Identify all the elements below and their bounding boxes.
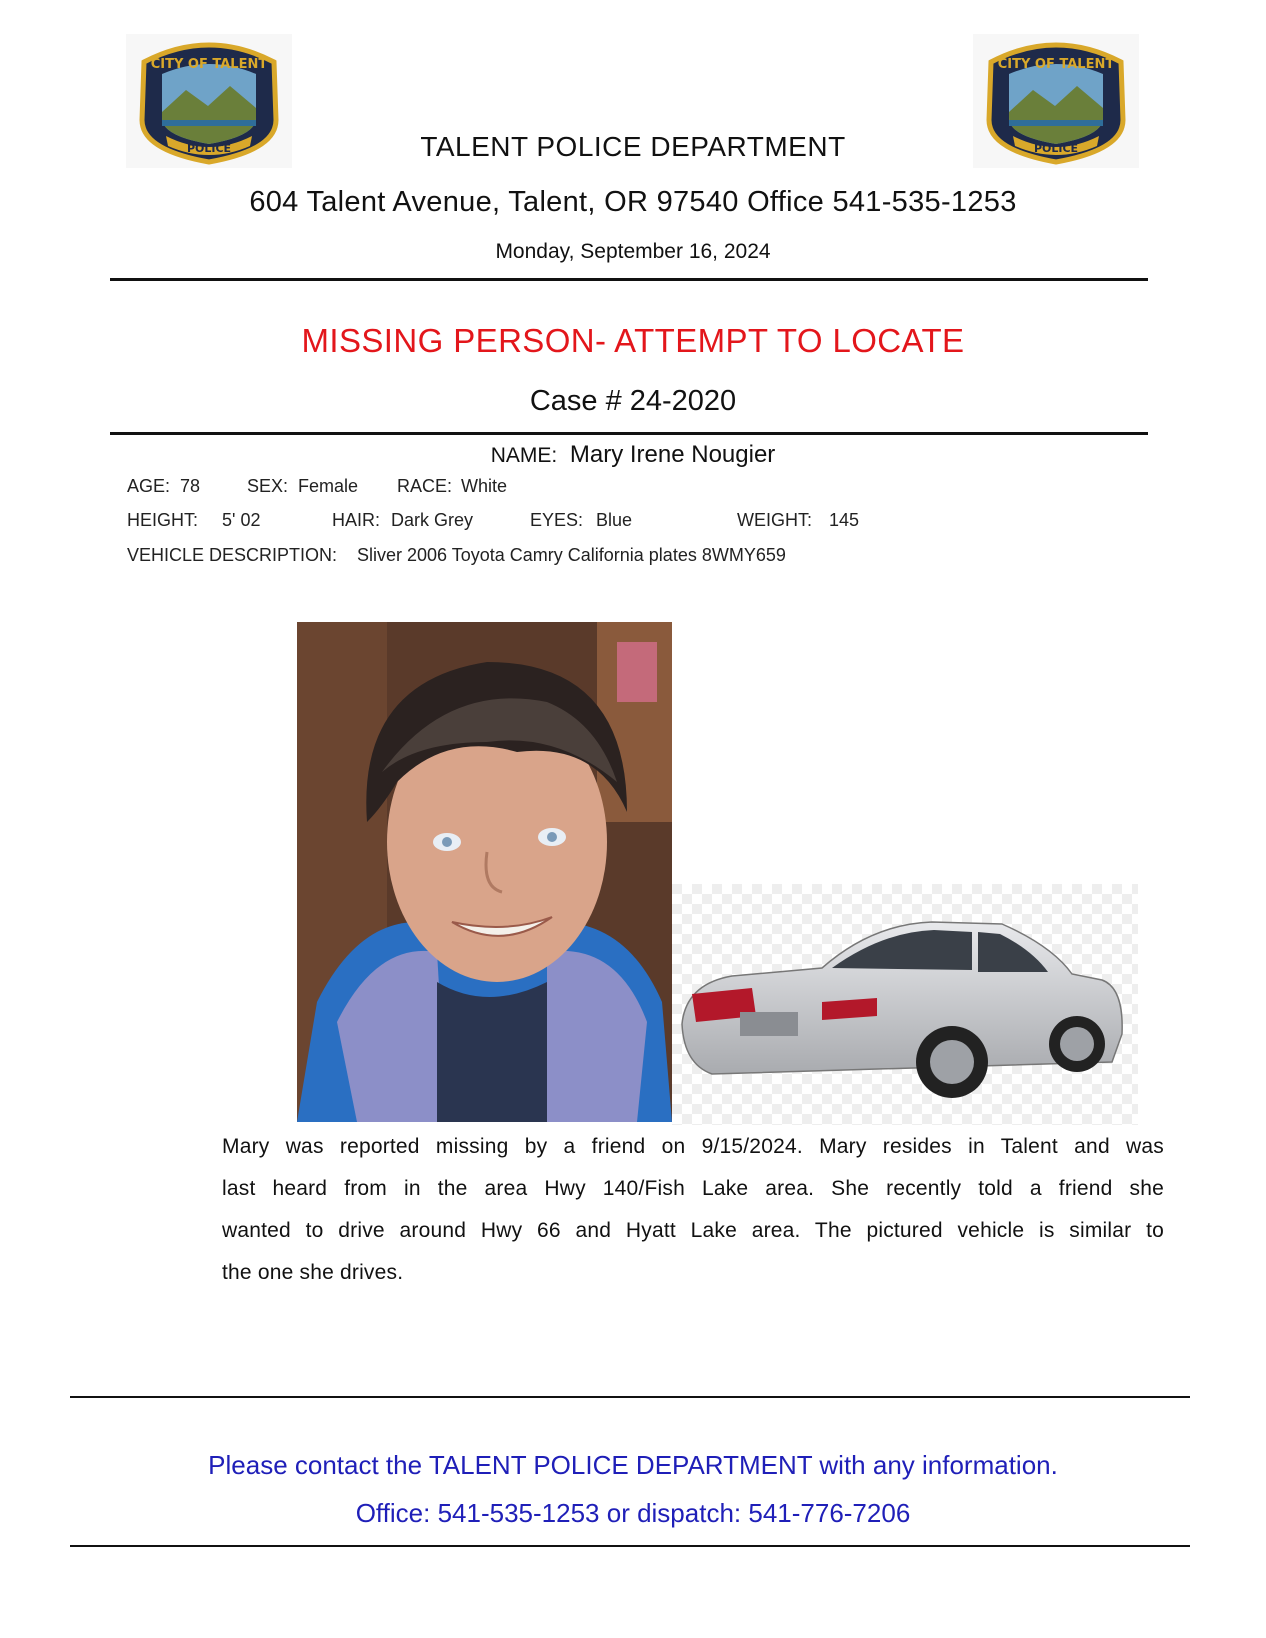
person-name-line bbox=[0, 441, 1266, 469]
badge-text-bottom: POLICE bbox=[186, 142, 232, 155]
alert-title: MISSING PERSON- ATTEMPT TO LOCATE bbox=[301, 322, 965, 359]
race-label: RACE: bbox=[397, 476, 453, 496]
badge-text-top: CITY OF TALENT bbox=[150, 57, 268, 72]
age-value: 78 bbox=[180, 476, 201, 496]
vehicle-photo bbox=[672, 884, 1138, 1125]
weight-label: WEIGHT: bbox=[737, 510, 812, 530]
divider-contact-bottom bbox=[70, 1545, 1190, 1547]
case-number: Case # 24-2020 bbox=[529, 385, 737, 417]
narrative-line: last heard from in the area Hwy 140/Fish Lake area. She recently told a friend she bbox=[222, 1177, 1164, 1200]
divider-top bbox=[110, 278, 1148, 281]
divider-contact-top bbox=[70, 1396, 1190, 1398]
name-label: NAME: bbox=[490, 444, 558, 467]
contact-request: Please contact the TALENT POLICE DEPARTMENT with any information. bbox=[208, 1450, 1058, 1480]
eyes-value: Blue bbox=[596, 510, 633, 530]
narrative-line: wanted to drive around Hwy 66 and Hyatt Lake area. The pictured vehicle is similar to bbox=[222, 1219, 1164, 1242]
person-name: Mary Irene Nougier bbox=[569, 441, 776, 468]
height-label: HEIGHT: bbox=[127, 510, 199, 530]
eyes-label: EYES: bbox=[530, 510, 584, 530]
contact-phones: Office: 541-535-1253 or dispatch: 541-776-7206 bbox=[355, 1498, 911, 1528]
vehicle-value: Sliver 2006 Toyota Camry California plates 8WMY659 bbox=[357, 545, 786, 565]
bulletin-date: Monday, September 16, 2024 bbox=[495, 240, 771, 263]
badge-text-bottom: POLICE bbox=[1033, 142, 1079, 155]
department-address: 604 Talent Avenue, Talent, OR 97540 Office 541-535-1253 bbox=[249, 186, 1017, 218]
weight-value: 145 bbox=[829, 510, 860, 530]
height-value: 5' 02 bbox=[222, 510, 261, 530]
narrative-line: Mary was reported missing by a friend on 9/15/2024. Mary resides in Talent and was bbox=[222, 1135, 1164, 1158]
narrative-line: the one she drives. bbox=[222, 1261, 404, 1284]
badge-text-top: CITY OF TALENT bbox=[997, 57, 1115, 72]
hair-label: HAIR: bbox=[332, 510, 381, 530]
vehicle-label: VEHICLE DESCRIPTION: bbox=[127, 545, 338, 565]
sex-label: SEX: bbox=[247, 476, 289, 496]
narrative bbox=[222, 1126, 1164, 1294]
hair-value: Dark Grey bbox=[391, 510, 474, 530]
sex-value: Female bbox=[298, 476, 359, 496]
missing-person-photo bbox=[297, 622, 672, 1122]
age-label: AGE: bbox=[127, 476, 171, 496]
divider-case bbox=[110, 432, 1148, 435]
department-name: TALENT POLICE DEPARTMENT bbox=[420, 131, 846, 162]
race-value: White bbox=[461, 476, 508, 496]
